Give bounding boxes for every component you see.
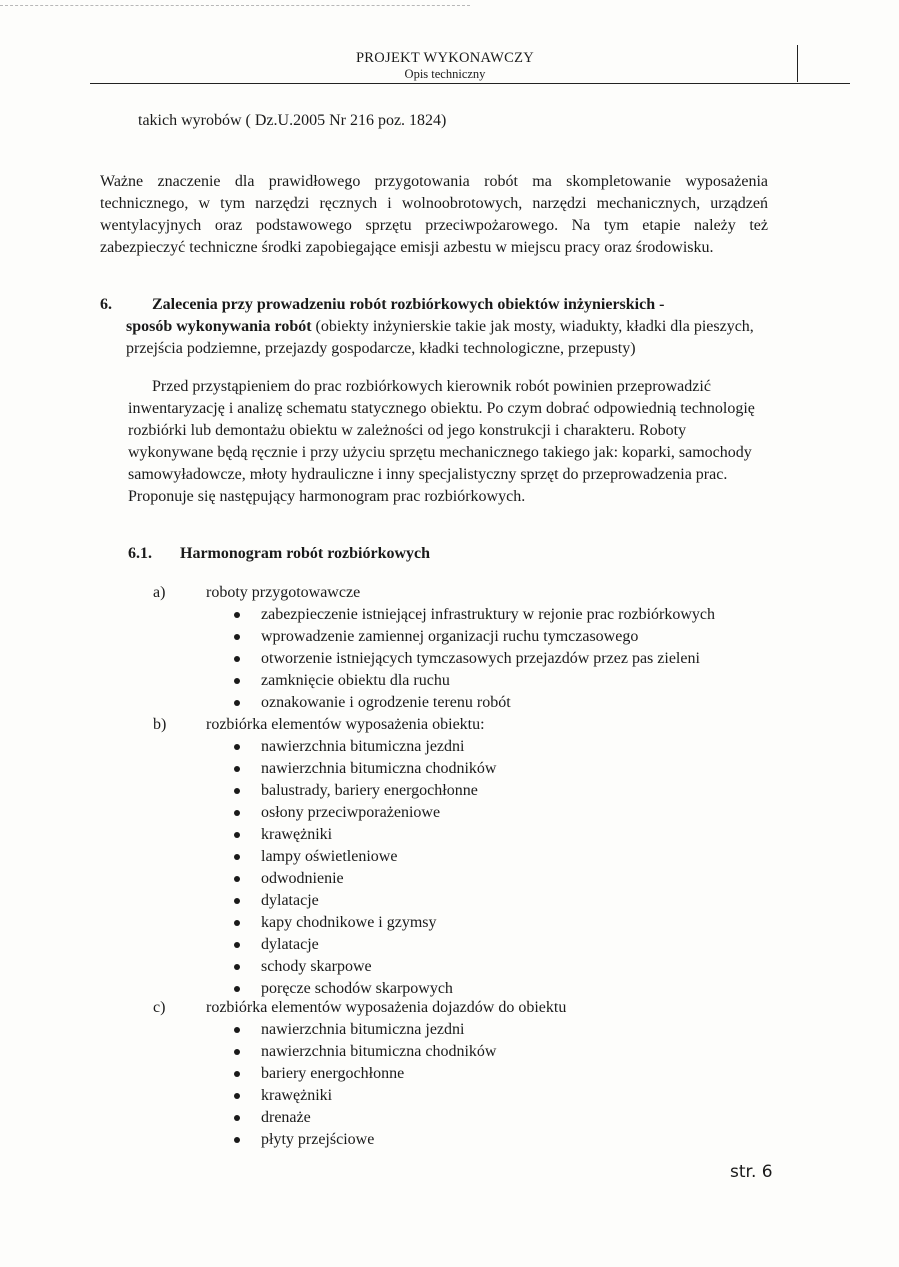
- group-title: roboty przygotowawcze: [206, 584, 361, 601]
- section-6-1-heading: [128, 545, 430, 563]
- list-item: krawężniki: [231, 824, 496, 846]
- group-list: [231, 1019, 496, 1151]
- section-6-title-rest: (obiekty inżynierskie takie jak mosty, wiadukty, kładki dla pieszych, przejścia podziemne, przejazdy gospodarcze, kładki technologiczne, przepusty): [126, 318, 754, 357]
- bullet-icon: [234, 854, 240, 860]
- list-item: dylatacje: [231, 934, 496, 956]
- paragraph-equipment: Ważne znaczenie dla prawidłowego przygotowania robót ma skompletowanie wyposażenia technicznego, w tym narzędzi ręcznych i wolnoobrotowych, narzędzi mechanicznych, urządzeń wentylacyjnych oraz podstawowego sprzętu przeciwpożarowego. Na tym etapie należy też zabezpieczyć techniczne środki zapobiegające emisji azbestu w miejscu pracy oraz środowisku.: [100, 173, 768, 256]
- section-6-heading: [100, 294, 780, 360]
- group-letter: b): [153, 716, 167, 733]
- list-item: nawierzchnia bitumiczna jezdni: [231, 736, 496, 758]
- bullet-icon: [234, 744, 240, 750]
- list-item: bariery energochłonne: [231, 1063, 496, 1085]
- list-item: nawierzchnia bitumiczna chodników: [231, 1041, 496, 1063]
- group-title: rozbiórka elementów wyposażenia dojazdów do obiektu: [206, 999, 567, 1016]
- bullet-icon: [234, 788, 240, 794]
- bullet-icon: [234, 898, 240, 904]
- section-6-title-line2: sposób wykonywania robót: [126, 318, 312, 335]
- list-item: oznakowanie i ogrodzenie terenu robót: [231, 692, 715, 714]
- bullet-icon: [234, 876, 240, 882]
- section-6-title-line1: Zalecenia przy prowadzeniu robót rozbiórkowych obiektów inżynierskich -: [152, 296, 665, 313]
- list-item: poręcze schodów skarpowych: [231, 978, 496, 1000]
- list-item: krawężniki: [231, 1085, 496, 1107]
- group-title: rozbiórka elementów wyposażenia obiektu:: [206, 716, 485, 733]
- header-rule: [90, 83, 850, 84]
- list-item: dylatacje: [231, 890, 496, 912]
- list-item: kapy chodnikowe i gzymsy: [231, 912, 496, 934]
- bullet-icon: [234, 678, 240, 684]
- group-list: [231, 736, 496, 1000]
- section-6-paragraph: Przed przystąpieniem do prac rozbiórkowych kierownik robót powinien przeprowadzić inwentaryzację i analizę schematu statycznego obiektu. Po czym dobrać odpowiednią technologię rozbiórki lub demontażu obiektu w zależności od jego konstrukcji i charakteru. Roboty wykonywane będą ręcznie i przy użyciu sprzętu mechanicznego takiego jak: koparki, samochody samowyładowcze, młoty hydrauliczne i inny specjalistyczny sprzęt do przeprowadzenia prac. Proponuje się następujący harmonogram prac rozbiórkowych.: [128, 378, 755, 505]
- list-item: zabezpieczenie istniejącej infrastruktury w rejonie prac rozbiórkowych: [231, 604, 715, 626]
- bullet-icon: [234, 612, 240, 618]
- bullet-icon: [234, 832, 240, 838]
- page-number: str. 6: [730, 1162, 773, 1182]
- list-item: płyty przejściowe: [231, 1129, 496, 1151]
- bullet-icon: [234, 700, 240, 706]
- bullet-icon: [234, 810, 240, 816]
- list-item: otworzenie istniejących tymczasowych przejazdów przez pas zieleni: [231, 648, 715, 670]
- bullet-icon: [234, 1027, 240, 1033]
- bullet-icon: [234, 1049, 240, 1055]
- bullet-icon: [234, 1093, 240, 1099]
- scan-top-rule: [0, 5, 470, 6]
- group-list: [231, 604, 715, 714]
- bullet-icon: [234, 1115, 240, 1121]
- bullet-icon: [234, 656, 240, 662]
- group-letter: c): [153, 999, 166, 1016]
- bullet-icon: [234, 964, 240, 970]
- group-letter: a): [153, 584, 166, 601]
- bullet-icon: [234, 634, 240, 640]
- list-item: zamknięcie obiektu dla ruchu: [231, 670, 715, 692]
- header-subtitle: Opis techniczny: [404, 67, 486, 81]
- list-item: odwodnienie: [231, 868, 496, 890]
- bullet-icon: [234, 766, 240, 772]
- list-item: lampy oświetleniowe: [231, 846, 496, 868]
- list-item: drenaże: [231, 1107, 496, 1129]
- list-item: schody skarpowe: [231, 956, 496, 978]
- section-6-1-number: 6.1.: [128, 545, 152, 562]
- page-header: [90, 50, 850, 82]
- list-item: nawierzchnia bitumiczna chodników: [231, 758, 496, 780]
- list-item: nawierzchnia bitumiczna jezdni: [231, 1019, 496, 1041]
- list-item: wprowadzenie zamiennej organizacji ruchu tymczasowego: [231, 626, 715, 648]
- list-item: balustrady, bariery energochłonne: [231, 780, 496, 802]
- header-vertical-rule: [797, 45, 798, 82]
- bullet-icon: [234, 1071, 240, 1077]
- section-6-number: 6.: [100, 296, 112, 313]
- intro-tail: takich wyrobów ( Dz.U.2005 Nr 216 poz. 1824): [138, 112, 447, 129]
- bullet-icon: [234, 986, 240, 992]
- list-item: osłony przeciwporażeniowe: [231, 802, 496, 824]
- bullet-icon: [234, 1137, 240, 1143]
- section-6: [100, 294, 780, 360]
- bullet-icon: [234, 942, 240, 948]
- bullet-icon: [234, 920, 240, 926]
- header-title: PROJEKT WYKONAWCZY: [355, 50, 535, 66]
- section-6-1-title: Harmonogram robót rozbiórkowych: [180, 545, 431, 562]
